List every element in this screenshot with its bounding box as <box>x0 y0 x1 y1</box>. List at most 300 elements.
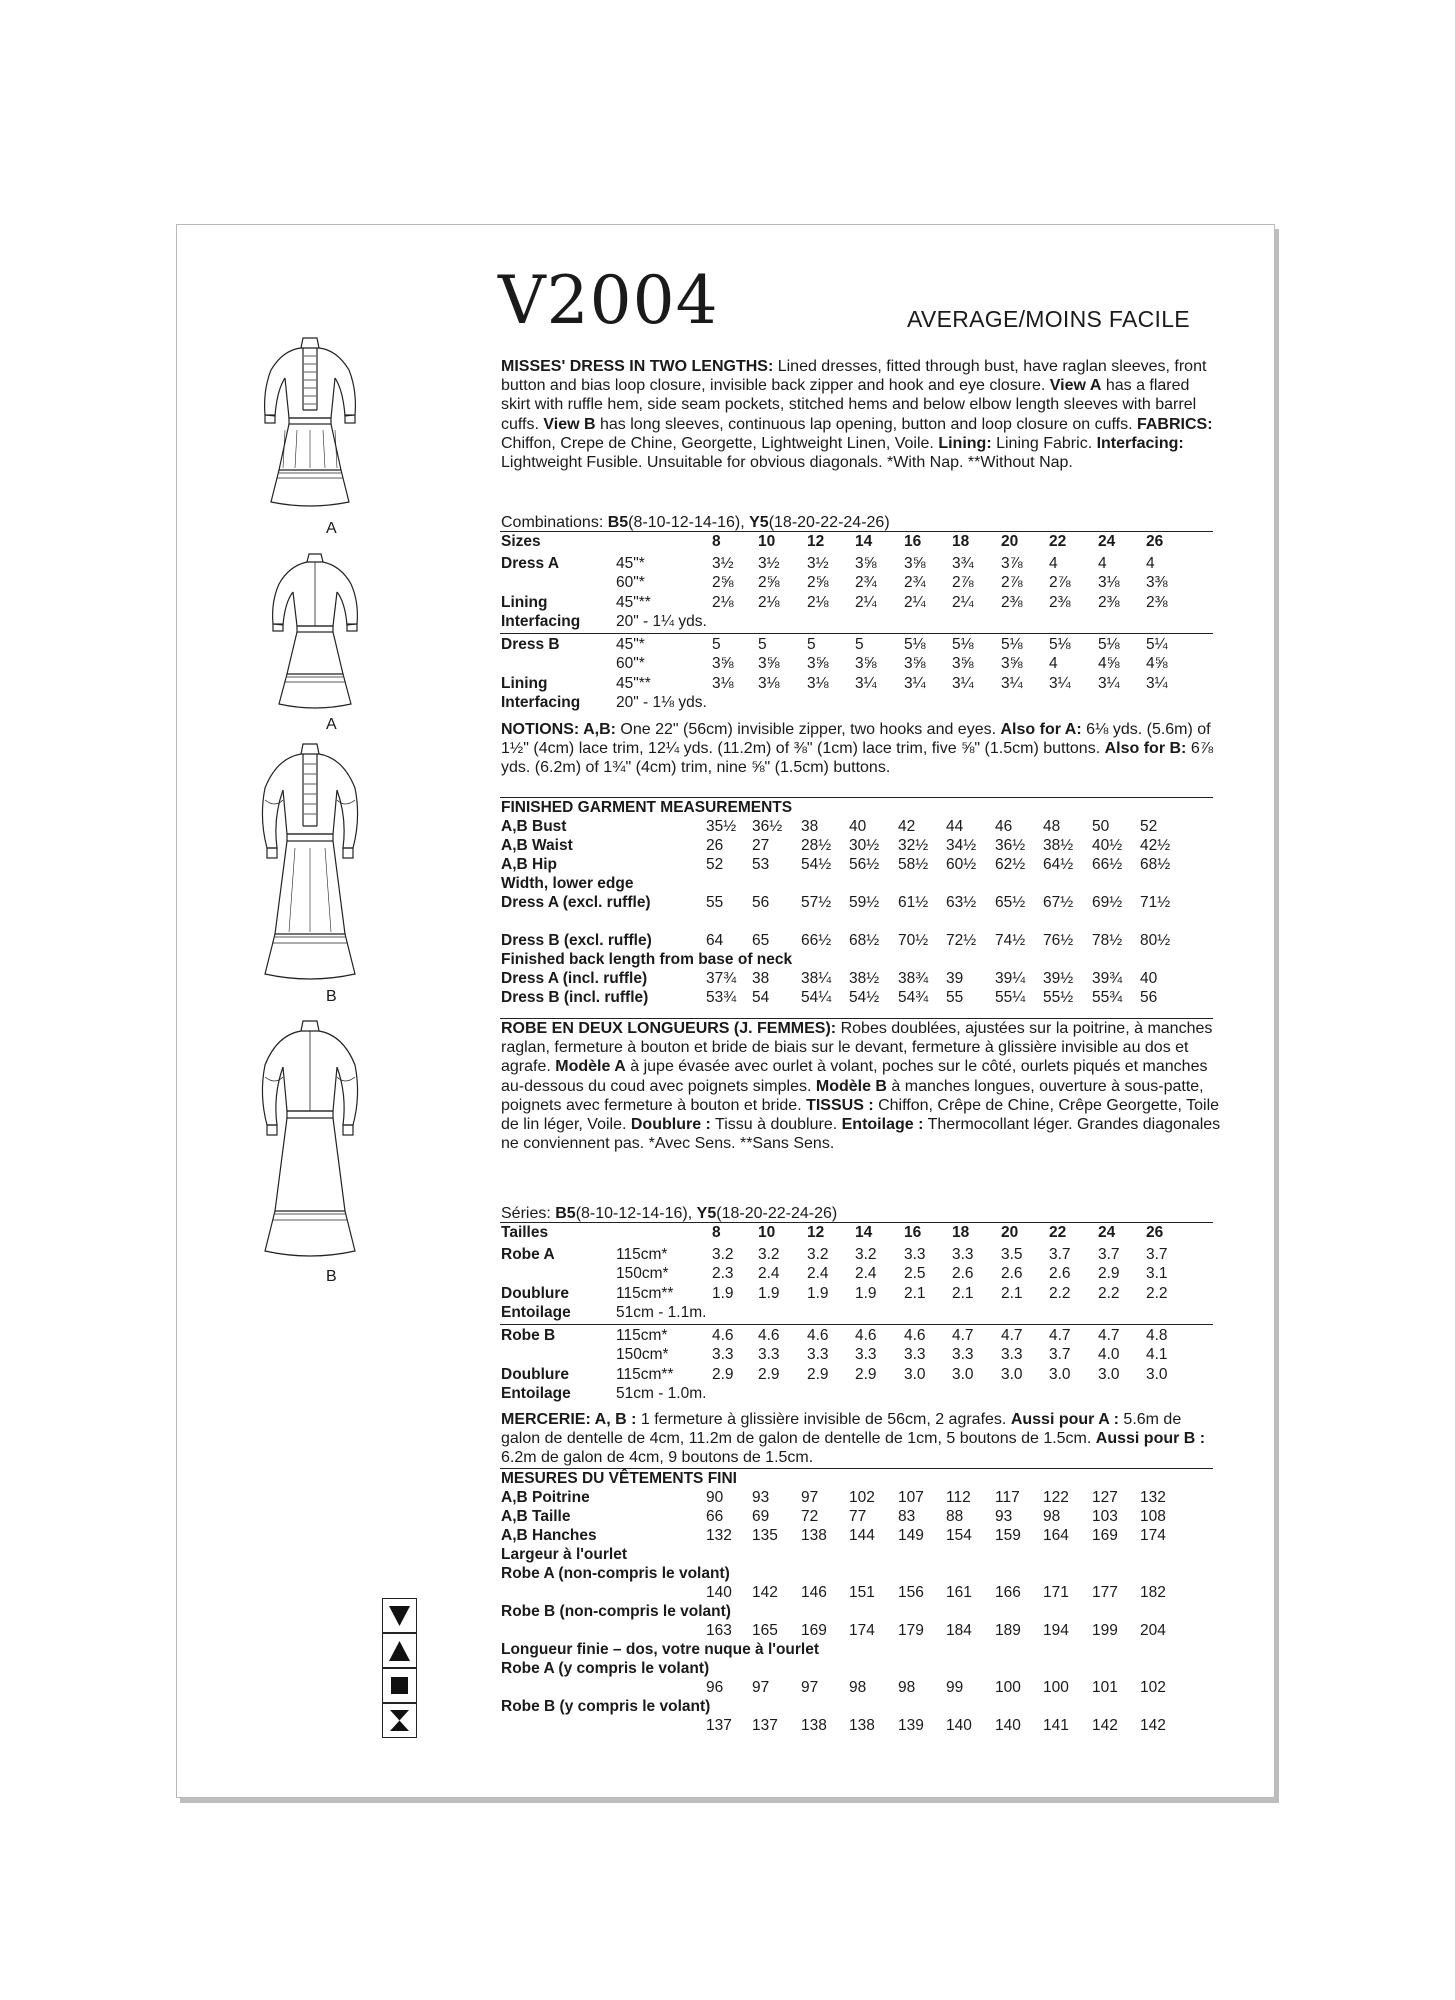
measurement-cell: 26 <box>706 837 724 854</box>
size-column-header: 22 <box>1049 533 1067 550</box>
measurement-cell: 50 <box>1092 818 1110 835</box>
measurement-cell: 163 <box>706 1622 732 1639</box>
row-label: Robe A <box>501 1245 555 1263</box>
measurement-cell: 36½ <box>752 818 783 835</box>
measurement-cell: 137 <box>752 1717 778 1734</box>
size-column-header: 24 <box>1098 533 1116 550</box>
measurement-cell: 171 <box>1043 1584 1069 1601</box>
combination-t1: (8-10-12-14-16), <box>575 1205 697 1222</box>
measurement-cell: 62½ <box>995 856 1026 873</box>
size-column-header: 16 <box>904 533 922 550</box>
bold-run: Aussi pour A : <box>1010 1411 1119 1428</box>
yardage-cell: 3⅝ <box>855 655 877 672</box>
measurement-cell: 39½ <box>1043 970 1074 987</box>
bold-run: Modèle B <box>815 1077 887 1095</box>
yardage-cell: 3.0 <box>1049 1365 1071 1383</box>
yardage-cell: 3⅛ <box>1098 574 1120 591</box>
measurement-cell: 144 <box>849 1527 875 1544</box>
bold-run: FABRICS: <box>1136 415 1213 433</box>
yardage-cell: 4.1 <box>1146 1346 1168 1363</box>
measurement-cell: 55¾ <box>1092 989 1123 1006</box>
text-run: Lining Fabric. <box>991 434 1097 452</box>
measurement-cell: 98 <box>1043 1508 1061 1525</box>
yardage-cell: 3¼ <box>952 674 974 692</box>
table-rule <box>500 633 1213 634</box>
measurement-cell: 53 <box>752 856 770 873</box>
measurement-label: Dress B (incl. ruffle) <box>501 989 649 1006</box>
yardage-cell: 1.9 <box>807 1284 829 1302</box>
dress-view-a-front-illustration <box>255 330 365 520</box>
measurement-cell: 67½ <box>1043 894 1074 911</box>
yardage-cell: 3.3 <box>952 1245 974 1263</box>
measurement-cell: 179 <box>898 1622 924 1639</box>
yardage-cell: 3¼ <box>855 674 877 692</box>
text-run: Chiffon, Crêpe de Chine, Crêpe Georgette, Toile de lin léger, Voile. <box>501 1096 1220 1134</box>
measurement-cell: 138 <box>801 1717 827 1734</box>
yardage-cell: 3¼ <box>1049 674 1071 692</box>
measurement-cell: 37¾ <box>706 970 737 987</box>
yardage-cell: 3.1 <box>1146 1265 1168 1282</box>
measurement-cell: 97 <box>752 1679 770 1696</box>
fabric-width: 115cm** <box>616 1284 674 1302</box>
measurement-cell: 34½ <box>946 837 977 854</box>
yardage-cell: 3.5 <box>1001 1245 1023 1263</box>
measurement-cell: 54 <box>752 989 770 1006</box>
measurement-cell: 100 <box>1043 1679 1069 1696</box>
combinations-english <box>501 513 1223 532</box>
yardage-cell: 3⅝ <box>807 655 829 672</box>
measurement-cell: 48 <box>1043 818 1061 835</box>
yardage-cell: 3⅞ <box>1001 554 1023 572</box>
measurement-cell: 99 <box>946 1679 964 1696</box>
measurement-cell: 78½ <box>1092 932 1123 949</box>
measurement-cell: 159 <box>995 1527 1021 1544</box>
yardage-cell: 3½ <box>712 554 734 572</box>
yardage-cell: 3.3 <box>952 1346 974 1363</box>
measurement-cell: 57½ <box>801 894 832 911</box>
measurement-cell: 141 <box>1043 1717 1069 1734</box>
measurement-cell: 138 <box>849 1717 875 1734</box>
row-label: Entoilage <box>501 1385 571 1402</box>
yardage-cell: 1.9 <box>758 1284 780 1302</box>
yardage-cell: 2.9 <box>758 1365 780 1383</box>
measurement-cell: 184 <box>946 1622 972 1639</box>
measurement-cell: 177 <box>1092 1584 1118 1601</box>
text-run: has long sleeves, continuous lap opening, button and loop closure on cuffs. <box>595 415 1137 433</box>
square-icon <box>382 1668 417 1703</box>
yardage-cell: 3¼ <box>1098 674 1120 692</box>
measurement-cell: 55½ <box>1043 989 1074 1006</box>
yardage-cell: 5⅛ <box>1098 635 1120 653</box>
yardage-cell: 3⅛ <box>758 674 780 692</box>
measurement-cell: 36½ <box>995 837 1026 854</box>
measurement-cell: 103 <box>1092 1508 1118 1525</box>
measurement-cell: 83 <box>898 1508 916 1525</box>
yardage-cell: 5⅛ <box>904 635 926 653</box>
measurement-cell: 174 <box>1140 1527 1166 1544</box>
triangle-down-icon <box>382 1598 417 1633</box>
fabric-width: 45"* <box>616 635 645 653</box>
measurement-cell: 40½ <box>1092 837 1123 854</box>
measurement-cell: 93 <box>752 1489 770 1506</box>
notions-english <box>501 720 1223 778</box>
measurement-cell: 44 <box>946 818 964 835</box>
measurement-cell: 42 <box>898 818 916 835</box>
measurement-label: Dress A (incl. ruffle) <box>501 970 648 987</box>
measurement-cell: 56½ <box>849 856 880 873</box>
size-column-header: 10 <box>758 533 776 550</box>
measurement-cell: 156 <box>898 1584 924 1601</box>
measurement-label: Dress A (excl. ruffle) <box>501 894 651 911</box>
yardage-cell: 2⅛ <box>712 593 734 611</box>
bold-run: Entoilage : <box>841 1116 924 1134</box>
yardage-cell: 3.0 <box>1001 1365 1023 1383</box>
yardage-cell: 2⅜ <box>1049 593 1071 611</box>
yardage-cell: 2⅞ <box>1049 574 1071 591</box>
yardage-cell: 3.3 <box>904 1346 926 1363</box>
row-label: Dress B <box>501 635 560 653</box>
bold-run: NOTIONS: A,B: <box>501 721 616 738</box>
measurement-cell: 169 <box>801 1622 827 1639</box>
measurement-cell: 72 <box>801 1508 819 1525</box>
size-column-header: 26 <box>1146 533 1164 550</box>
measurement-cell: 54¾ <box>898 989 929 1006</box>
yardage-cell: 3⅝ <box>1001 655 1023 672</box>
yardage-cell: 3⅝ <box>758 655 780 672</box>
finished-measurements-title: MESURES DU VÊTEMENTS FINI <box>501 1470 737 1487</box>
hourglass-icon <box>382 1703 417 1738</box>
row-label: Lining <box>501 593 548 611</box>
measurement-cell: 30½ <box>849 837 880 854</box>
difficulty-label: AVERAGE/MOINS FACILE <box>907 306 1190 332</box>
fabric-width: 45"** <box>616 674 651 692</box>
measurement-cell: 38¾ <box>898 970 929 987</box>
measurement-cell: 35½ <box>706 818 737 835</box>
yardage-cell: 5 <box>712 635 721 653</box>
row-label: Lining <box>501 674 548 692</box>
bold-run: Interfacing: <box>1096 434 1184 452</box>
measurement-label: A,B Hip <box>501 856 557 873</box>
yardage-cell: 4.7 <box>1098 1326 1120 1344</box>
measurement-cell: 55 <box>706 894 724 911</box>
row-label: Interfacing <box>501 694 581 711</box>
text-run: à manches longues, ouverture à sous-patte, poignets avec fermeture à bouton et bride. <box>501 1077 1204 1114</box>
measurement-cell: 40 <box>1140 970 1158 987</box>
measurement-cell: 65 <box>752 932 770 949</box>
yardage-cell: 1.9 <box>855 1284 877 1302</box>
yardage-cell: 3.3 <box>855 1346 877 1363</box>
yardage-cell: 2⅜ <box>1146 593 1168 611</box>
yardage-cell: 2⅝ <box>758 574 780 591</box>
measurement-cell: 90 <box>706 1489 724 1506</box>
combination-b2: Y5 <box>749 514 769 531</box>
size-column-header: 18 <box>952 1224 970 1241</box>
measurement-cell: 117 <box>995 1489 1020 1506</box>
measurement-cell: 149 <box>898 1527 924 1544</box>
dress-view-b-front-illustration <box>255 738 365 988</box>
measurement-label: A,B Bust <box>501 818 567 835</box>
measurement-cell: 38 <box>752 970 770 987</box>
combination-t2: (18-20-22-24-26) <box>716 1205 838 1222</box>
yardage-cell: 5¼ <box>1146 635 1168 653</box>
measurement-cell: 98 <box>898 1679 916 1696</box>
measurement-label: Robe B (non-compris le volant) <box>501 1603 731 1620</box>
view-label: A <box>326 716 337 733</box>
row-label: Doublure <box>501 1284 570 1302</box>
size-column-header: 10 <box>758 1224 776 1241</box>
bold-run: Lining: <box>938 434 992 452</box>
row-label: Doublure <box>501 1365 570 1383</box>
yardage-cell: 2⅝ <box>807 574 829 591</box>
measurement-cell: 97 <box>801 1679 819 1696</box>
measurement-cell: 166 <box>995 1584 1021 1601</box>
measurement-cell: 80½ <box>1140 932 1171 949</box>
measurement-cell: 38½ <box>849 970 880 987</box>
fabric-width: 45"* <box>616 554 645 572</box>
measurement-label: A,B Taille <box>501 1508 571 1525</box>
measurement-cell: 38¼ <box>801 970 832 987</box>
measurement-cell: 76½ <box>1043 932 1074 949</box>
yardage-cell: 2⅞ <box>952 574 974 591</box>
yardage-cell: 1.9 <box>712 1284 734 1302</box>
yardage-cell: 3¼ <box>904 674 926 692</box>
combination-prefix: Combinations: <box>501 514 608 531</box>
yardage-cell: 3¼ <box>1001 674 1023 692</box>
yardage-cell: 2¼ <box>855 593 877 611</box>
text-run: 1 fermeture à glissière invisible de 56cm, 2 agrafes. <box>636 1411 1011 1428</box>
yardage-cell: 2¾ <box>904 574 926 591</box>
yardage-cell: 4.8 <box>1146 1326 1168 1344</box>
measurement-label: A,B Hanches <box>501 1527 597 1544</box>
measurement-cell: 65½ <box>995 894 1026 911</box>
measurement-cell: 140 <box>706 1584 732 1601</box>
measurement-cell: 58½ <box>898 856 929 873</box>
measurement-label: A,B Waist <box>501 837 573 854</box>
yardage-cell: 3.0 <box>904 1365 926 1383</box>
measurement-cell: 56 <box>1140 989 1158 1006</box>
yardage-cell: 2.9 <box>807 1365 829 1383</box>
combination-b1: B5 <box>555 1205 576 1222</box>
text-run: Chiffon, Crepe de Chine, Georgette, Lightweight Linen, Voile. <box>501 434 939 452</box>
bold-run: Modèle A <box>555 1058 626 1076</box>
fabric-width: 150cm* <box>616 1265 669 1282</box>
text-run: 5.6m de galon de dentelle de 4cm, 11.2m de galon de dentelle de 1cm, 5 boutons de 1.5cm. <box>501 1411 1182 1448</box>
measurement-cell: 64 <box>706 932 724 949</box>
measurement-cell: 112 <box>946 1489 971 1506</box>
yardage-cell: 4 <box>1146 554 1155 572</box>
text-run: Robes doublées, ajustées sur la poitrine, à manches raglan, fermeture à bouton et bride de biais sur le devant, fermeture à glissière invisible au dos et agrafe. <box>501 1020 1213 1076</box>
yardage-cell: 3.3 <box>758 1346 780 1363</box>
text-run: 6⅛ yds. (5.6m) of 1½" (4cm) lace trim, 12¼ yds. (11.2m) of ⅜" (1cm) lace trim, five ⅝" (1.5cm) buttons. <box>501 721 1211 758</box>
size-column-header: 24 <box>1098 1224 1116 1241</box>
measurement-cell: 68½ <box>849 932 880 949</box>
row-label: Dress A <box>501 554 560 572</box>
yardage-cell: 3⅝ <box>904 554 926 572</box>
yardage-cell: 2.1 <box>1001 1284 1023 1302</box>
yardage-cell: 3½ <box>807 554 829 572</box>
measurement-cell: 28½ <box>801 837 832 854</box>
measurement-label: Robe A (non-compris le volant) <box>501 1565 730 1582</box>
yardage-cell: 2.9 <box>712 1365 734 1383</box>
yardage-cell: 4.7 <box>1049 1326 1071 1344</box>
text-run: One 22" (56cm) invisible zipper, two hooks and eyes. <box>615 721 1001 738</box>
text-run: à jupe évasée avec ourlet à volant, poches sur le côté, ourlets piqués et manches au-dessous du coud avec poignets simples. <box>501 1058 1208 1095</box>
measurement-label: Robe A (y compris le volant) <box>501 1660 710 1677</box>
bold-run: Doublure : <box>630 1116 711 1134</box>
yardage-cell: 4.6 <box>758 1326 780 1344</box>
text-run: Lightweight Fusible. Unsuitable for obvious diagonals. *With Nap. **Without Nap. <box>501 454 1073 472</box>
yardage-cell: 3⅝ <box>952 655 974 672</box>
measurement-cell: 132 <box>1140 1489 1166 1506</box>
yardage-cell: 4.6 <box>712 1326 734 1344</box>
measurement-cell: 46 <box>995 818 1013 835</box>
measurement-cell: 38 <box>801 818 819 835</box>
measurement-cell: 56 <box>752 894 770 911</box>
yardage-cell: 3.7 <box>1146 1245 1168 1263</box>
measurement-label: Dress B (excl. ruffle) <box>501 932 652 949</box>
combination-t1: (8-10-12-14-16), <box>628 514 750 531</box>
yardage-cell: 2⅜ <box>1001 593 1023 611</box>
combination-b1: B5 <box>607 514 629 531</box>
measurement-cell: 101 <box>1092 1679 1118 1696</box>
yardage-cell: 3.2 <box>807 1245 829 1263</box>
measurement-cell: 137 <box>706 1717 732 1734</box>
yardage-cell: 4.6 <box>855 1326 877 1344</box>
measurement-cell: 68½ <box>1140 856 1171 873</box>
text-run: 6.2m de galon de 4cm, 9 boutons de 1.5cm. <box>501 1449 814 1467</box>
yardage-cell: 3.0 <box>952 1365 974 1383</box>
measurement-cell: 107 <box>898 1489 924 1506</box>
measurement-cell: 161 <box>946 1584 972 1601</box>
measurement-cell: 64½ <box>1043 856 1074 873</box>
measurement-cell: 100 <box>995 1679 1021 1696</box>
measurement-label: Longueur finie – dos, votre nuque à l'ourlet <box>501 1641 820 1658</box>
measurement-cell: 74½ <box>995 932 1026 949</box>
yardage-cell: 2.1 <box>904 1284 926 1302</box>
size-column-header: 14 <box>855 1224 873 1241</box>
fabric-width: 150cm* <box>616 1346 669 1363</box>
yardage-cell: 3.0 <box>1098 1365 1120 1383</box>
measurement-cell: 93 <box>995 1508 1013 1525</box>
measurement-label: Width, lower edge <box>501 875 634 892</box>
bold-run: MISSES' DRESS IN TWO LENGTHS: <box>501 358 774 375</box>
size-column-header: 8 <box>712 533 721 550</box>
fabric-width: 45"** <box>616 593 651 611</box>
measurement-cell: 164 <box>1043 1527 1069 1544</box>
yardage-cell: 5⅛ <box>1001 635 1023 653</box>
fabric-width: 60"* <box>616 655 645 672</box>
yardage-cell: 3.7 <box>1049 1245 1071 1263</box>
measurement-cell: 59½ <box>849 894 880 911</box>
measurement-cell: 39¾ <box>1092 970 1123 987</box>
yardage-cell: 2.3 <box>712 1265 734 1282</box>
yardage-cell: 2⅛ <box>758 593 780 611</box>
measurement-cell: 189 <box>995 1622 1021 1639</box>
yardage-cell: 2¾ <box>855 574 877 591</box>
dress-view-b-back-illustration <box>255 1015 365 1265</box>
view-label: B <box>326 1268 337 1285</box>
yardage-cell: 2.2 <box>1146 1284 1168 1302</box>
fabric-width: 51cm - 1.1m. <box>616 1304 707 1321</box>
measurement-cell: 154 <box>946 1527 972 1544</box>
measurement-cell: 55¼ <box>995 989 1026 1006</box>
fabric-width: 20" - 1⅛ yds. <box>616 694 707 711</box>
yardage-cell: 4.6 <box>904 1326 926 1344</box>
yardage-cell: 2.1 <box>952 1284 974 1302</box>
yardage-cell: 5 <box>807 635 816 653</box>
measurement-cell: 204 <box>1140 1622 1166 1639</box>
bold-run: View A <box>1049 377 1102 395</box>
yardage-cell: 3½ <box>758 554 780 572</box>
yardage-cell: 2⅛ <box>807 593 829 611</box>
description-french <box>501 1019 1223 1153</box>
yardage-cell: 3.3 <box>1001 1346 1023 1363</box>
yardage-cell: 3.2 <box>758 1245 780 1263</box>
size-column-header: 18 <box>952 533 970 550</box>
size-column-header: 26 <box>1146 1224 1164 1241</box>
yardage-cell: 3¼ <box>1146 674 1168 692</box>
view-label: A <box>326 520 337 537</box>
bold-run: Also for A: <box>1000 721 1082 738</box>
fabric-width: 115cm** <box>616 1365 674 1383</box>
yardage-cell: 2.5 <box>904 1265 926 1282</box>
measurement-cell: 108 <box>1140 1508 1166 1525</box>
measurement-cell: 72½ <box>946 932 977 949</box>
bold-run: View B <box>543 415 596 433</box>
yardage-cell: 2¼ <box>904 593 926 611</box>
measurement-cell: 66 <box>706 1508 724 1525</box>
triangle-up-icon <box>382 1633 417 1668</box>
text-run: Thermocollant léger. Grandes diagonales ne conviennent pas. *Avec Sens. **Sans Sens. <box>501 1116 1221 1153</box>
measurement-cell: 69½ <box>1092 894 1123 911</box>
bold-run: TISSUS : <box>806 1096 874 1114</box>
dress-view-a-back-illustration <box>265 548 365 718</box>
yardage-cell: 3¾ <box>952 554 974 572</box>
measurement-cell: 66½ <box>801 932 832 949</box>
size-header: Sizes <box>501 533 541 550</box>
fabric-width: 60"* <box>616 574 645 591</box>
measurement-cell: 69 <box>752 1508 770 1525</box>
measurement-cell: 138 <box>801 1527 827 1544</box>
notions-french <box>501 1410 1223 1468</box>
yardage-cell: 3⅛ <box>712 674 734 692</box>
combination-b2: Y5 <box>696 1205 717 1222</box>
row-label: Robe B <box>501 1326 556 1344</box>
measurement-cell: 54¼ <box>801 989 832 1006</box>
size-column-header: 12 <box>807 1224 825 1241</box>
yardage-cell: 2.4 <box>807 1265 829 1282</box>
measurement-cell: 182 <box>1140 1584 1166 1601</box>
yardage-cell: 2.9 <box>855 1365 877 1383</box>
measurement-cell: 77 <box>849 1508 867 1525</box>
yardage-cell: 2.2 <box>1098 1284 1120 1302</box>
text-run: has a flared skirt with ruffle hem, side seam pockets, stitched hems and below elbow length sleeves with barrel cuffs. <box>501 377 1197 433</box>
size-column-header: 12 <box>807 533 825 550</box>
yardage-cell: 5 <box>758 635 767 653</box>
size-column-header: 14 <box>855 533 873 550</box>
yardage-cell: 3⅝ <box>712 655 734 672</box>
measurement-cell: 40 <box>849 818 867 835</box>
yardage-cell: 3.2 <box>712 1245 734 1263</box>
yardage-cell: 2.6 <box>1049 1265 1071 1282</box>
measurement-cell: 127 <box>1092 1489 1118 1506</box>
yardage-cell: 3⅜ <box>1146 574 1168 591</box>
measurement-cell: 151 <box>849 1584 875 1601</box>
yardage-cell: 4 <box>1049 554 1058 572</box>
yardage-cell: 5⅛ <box>952 635 974 653</box>
yardage-cell: 3.3 <box>807 1346 829 1363</box>
measurement-cell: 142 <box>1140 1717 1166 1734</box>
